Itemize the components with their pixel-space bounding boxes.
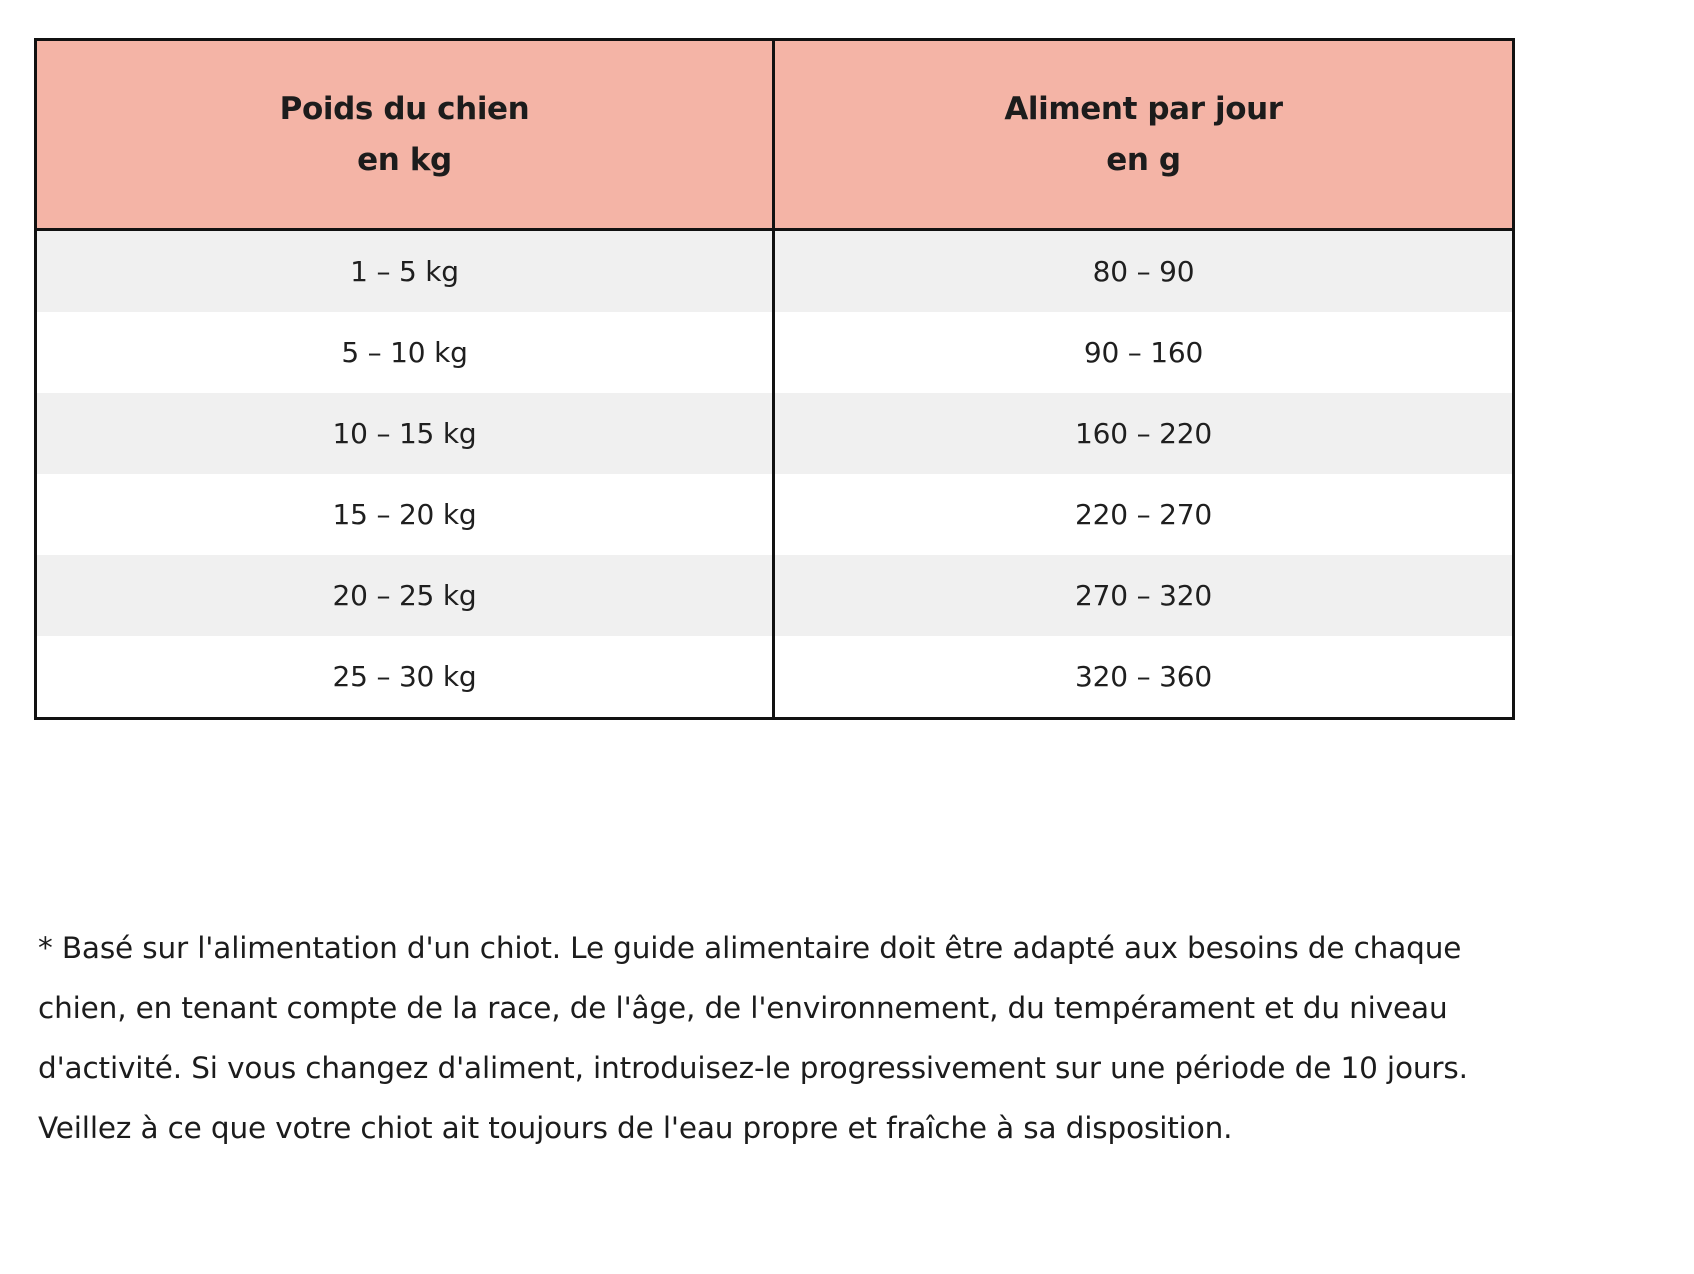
cell-dog-weight: 20 – 25 kg: [36, 555, 774, 636]
column-header-dog-weight: [36, 40, 774, 230]
column-header-food-per-day: [774, 40, 1514, 230]
feeding-guide-table-container: [34, 38, 1512, 720]
table-header-row: [36, 40, 1514, 230]
column-header-dog-weight-line1: Poids du chien: [279, 91, 530, 128]
table-body: [36, 230, 1514, 719]
cell-food-amount: 90 – 160: [774, 312, 1514, 393]
feeding-guide-table: [34, 38, 1515, 720]
cell-dog-weight: 15 – 20 kg: [36, 474, 774, 555]
cell-dog-weight: 10 – 15 kg: [36, 393, 774, 474]
table-row: [36, 312, 1514, 393]
column-header-dog-weight-line2: en kg: [357, 141, 452, 178]
column-header-food-per-day-line1: Aliment par jour: [1004, 91, 1283, 128]
table-row: [36, 555, 1514, 636]
table-header: [36, 40, 1514, 230]
cell-food-amount: 220 – 270: [774, 474, 1514, 555]
table-row: [36, 393, 1514, 474]
feeding-guide-footnote: * Basé sur l'alimentation d'un chiot. Le guide alimentaire doit être adapté aux besoins de chaque chien, en tenant compte de la race, de l'âge, de l'environnement, du tempérament et du niveau d'activité. Si vous changez d'aliment, introduisez-le progressivement sur une période de 10 jours. Veillez à ce que votre chiot ait toujours de l'eau propre et fraîche à sa disposition.: [38, 931, 1468, 1145]
table-row: [36, 474, 1514, 555]
cell-food-amount: 320 – 360: [774, 636, 1514, 719]
cell-dog-weight: 5 – 10 kg: [36, 312, 774, 393]
column-header-dog-weight-text: [37, 84, 772, 184]
cell-dog-weight: 1 – 5 kg: [36, 230, 774, 313]
cell-food-amount: 160 – 220: [774, 393, 1514, 474]
column-header-food-per-day-text: [775, 84, 1512, 184]
column-header-food-per-day-line2: en g: [1106, 141, 1181, 178]
cell-dog-weight: 25 – 30 kg: [36, 636, 774, 719]
cell-food-amount: 270 – 320: [774, 555, 1514, 636]
table-row: [36, 636, 1514, 719]
cell-food-amount: 80 – 90: [774, 230, 1514, 313]
table-row: [36, 230, 1514, 313]
